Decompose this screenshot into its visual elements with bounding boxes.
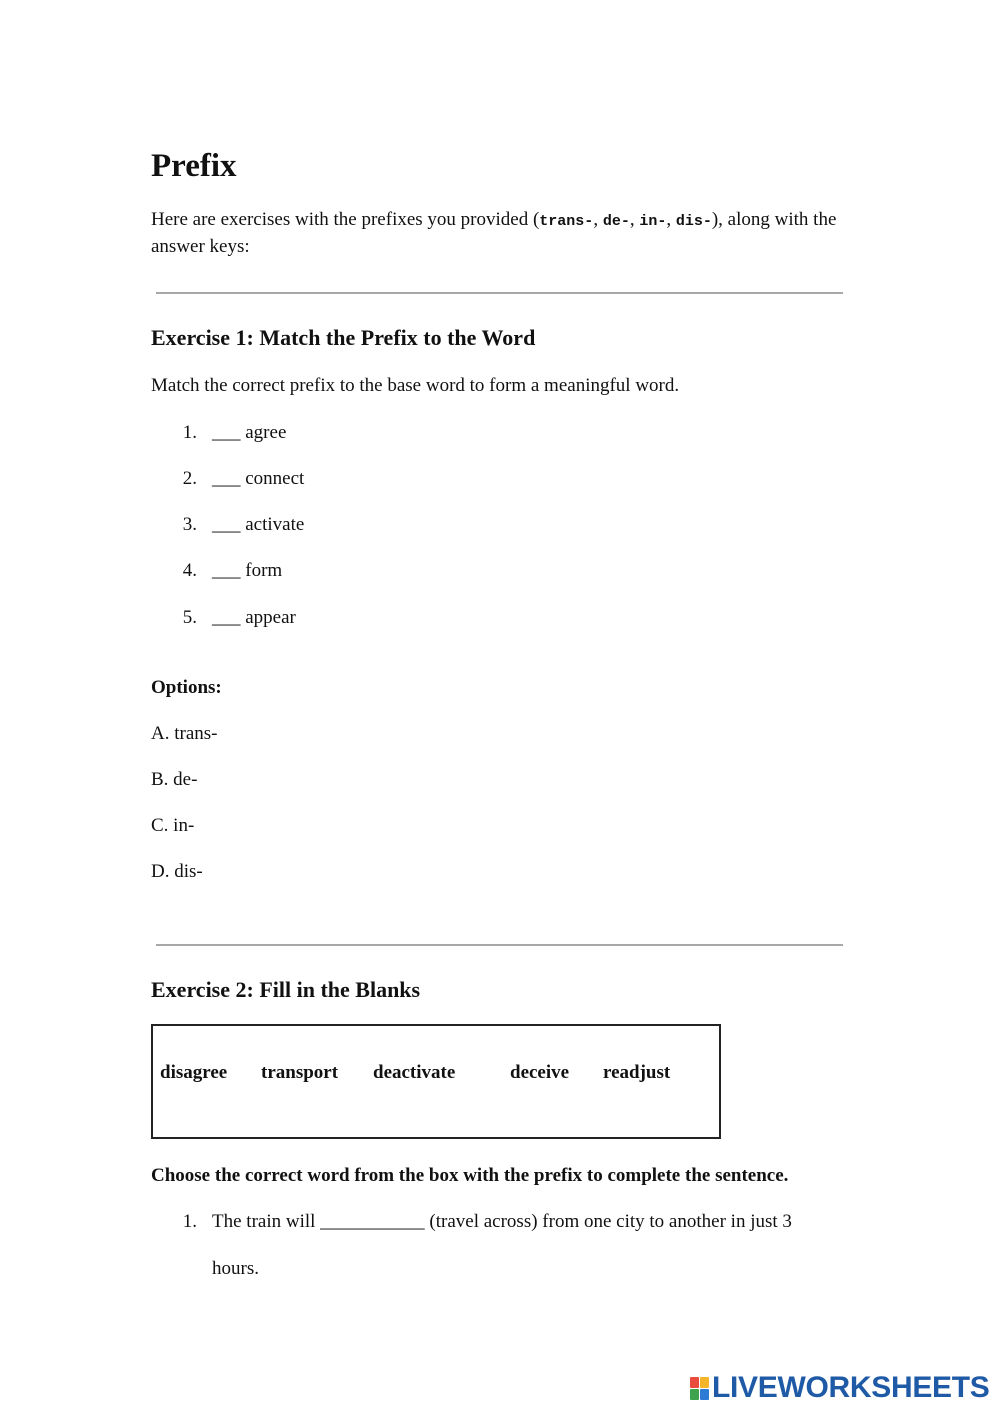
page-title: Prefix (151, 148, 237, 184)
intro-paragraph (151, 207, 841, 259)
list-item: ___ form (212, 560, 283, 581)
separator: , (629, 209, 640, 230)
logo-square (700, 1389, 709, 1400)
option-item: A. trans- (151, 723, 218, 744)
exercise2-heading: Exercise 2: Fill in the Blanks (151, 977, 421, 1002)
intro-before: Here are exercises with the prefixes you provided ( (151, 209, 540, 230)
divider (156, 292, 843, 294)
logo-square (700, 1377, 709, 1388)
list-item: ___ connect (212, 468, 305, 489)
prefix-code: de- (602, 213, 630, 230)
word-bank-item: transport (261, 1062, 339, 1083)
separator: , (593, 209, 603, 230)
list-item-number: 2. (182, 468, 197, 489)
list-item: ___ agree (212, 422, 287, 443)
list-item: ___ activate (212, 514, 305, 535)
word-bank-item: deactivate (373, 1062, 456, 1083)
list-item-number: 3. (182, 514, 197, 535)
logo-mark-icon (690, 1377, 709, 1400)
intro-after: ), along with the answer keys: (151, 209, 837, 257)
prefix-code: dis- (675, 213, 712, 230)
word-bank-item: deceive (510, 1062, 570, 1083)
sentence-line: hours. (212, 1258, 259, 1279)
option-item: C. in- (151, 815, 195, 836)
option-item: D. dis- (151, 861, 203, 882)
exercise1-instruction: Match the correct prefix to the base word to form a meaningful word. (151, 375, 680, 396)
list-item-number: 1. (182, 422, 197, 443)
exercise2-instruction: Choose the correct word from the box with the prefix to complete the sentence. (151, 1165, 789, 1186)
list-item-number: 1. (182, 1211, 197, 1232)
prefix-code: in- (639, 213, 667, 230)
list-item: ___ appear (212, 607, 296, 628)
exercise1-heading: Exercise 1: Match the Prefix to the Word (151, 325, 536, 350)
divider (156, 944, 843, 946)
logo-square (690, 1389, 699, 1400)
word-bank-item: readjust (603, 1062, 671, 1083)
logo-text: LIVEWORKSHEETS (712, 1371, 990, 1404)
prefix-code: trans- (539, 213, 594, 230)
option-item: B. de- (151, 769, 198, 790)
logo-square (690, 1377, 699, 1388)
options-label: Options: (151, 677, 222, 698)
word-bank-item: disagree (160, 1062, 228, 1083)
list-item-number: 4. (182, 560, 197, 581)
list-item-number: 5. (182, 607, 197, 628)
sentence-line: The train will ___________ (travel across) from one city to another in just 3 (212, 1211, 792, 1232)
separator: , (666, 209, 676, 230)
liveworksheets-logo (690, 1370, 990, 1406)
